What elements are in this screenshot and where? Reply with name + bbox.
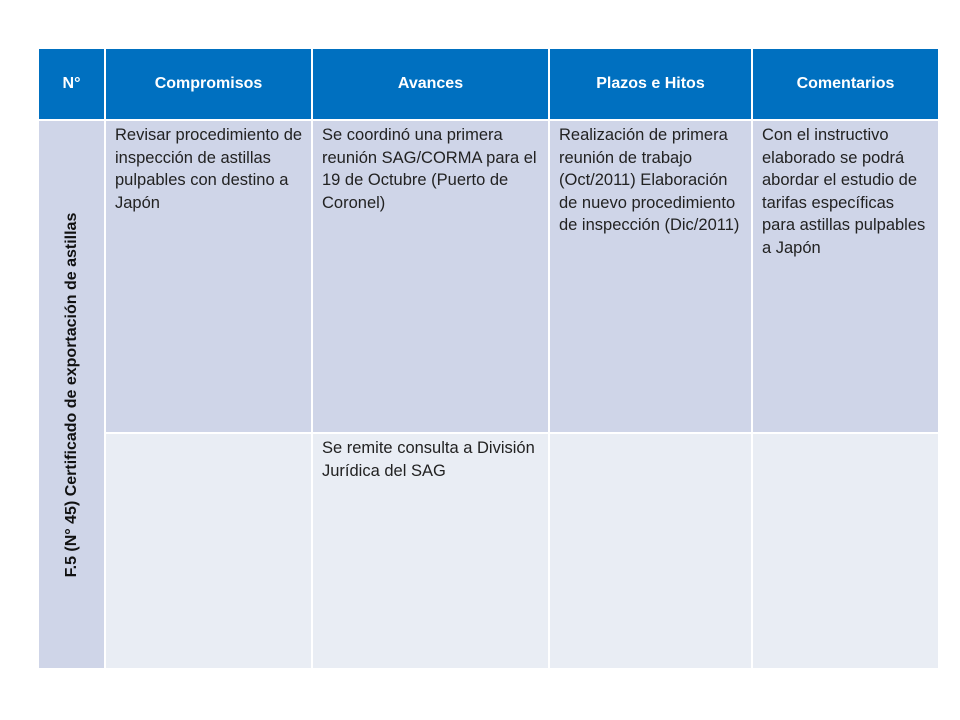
cell-comentarios: Con el instructivo elaborado se podrá abordar el estudio de tarifas específicas para astillas pulpables a Japón — [752, 120, 939, 433]
cell-comentarios — [752, 433, 939, 669]
cell-avances: Se remite consulta a División Jurídica del SAG — [312, 433, 549, 669]
commitments-table — [37, 47, 940, 670]
cell-avances: Se coordinó una primera reunión SAG/CORMA para el 19 de Octubre (Puerto de Coronel) — [312, 120, 549, 433]
row-label: F.5 (N° 45) Certificado de exportación de astillas — [62, 212, 80, 577]
header-plazos-hitos: Plazos e Hitos — [549, 48, 752, 120]
table-row — [38, 433, 939, 669]
cell-plazos-hitos — [549, 433, 752, 669]
cell-plazos-hitos: Realización de primera reunión de trabajo (Oct/2011) Elaboración de nuevo procedimiento de inspección (Dic/2011) — [549, 120, 752, 433]
table-row — [38, 120, 939, 433]
header-compromisos: Compromisos — [105, 48, 312, 120]
header-avances: Avances — [312, 48, 549, 120]
cell-compromisos — [105, 433, 312, 669]
row-label-cell — [38, 120, 105, 669]
header-comentarios: Comentarios — [752, 48, 939, 120]
header-number: N° — [38, 48, 105, 120]
header-row — [38, 48, 939, 120]
cell-compromisos: Revisar procedimiento de inspección de astillas pulpables con destino a Japón — [105, 120, 312, 433]
